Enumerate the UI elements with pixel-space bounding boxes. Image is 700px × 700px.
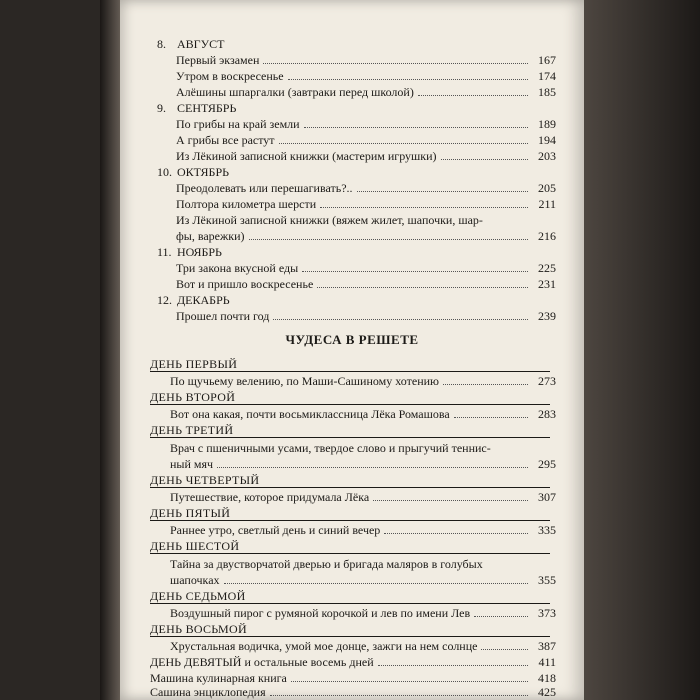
chapter-heading xyxy=(157,100,236,116)
leader-dots xyxy=(481,649,528,650)
toc-entry xyxy=(176,132,556,148)
toc-page-number: 174 xyxy=(538,69,556,83)
day-heading: ДЕНЬ ПЯТЫЙ xyxy=(150,506,231,520)
toc-entry-continuation: фы, варежки) xyxy=(176,229,245,243)
book-page xyxy=(120,0,584,700)
leader-dots xyxy=(378,665,528,666)
chapter-number: 9. xyxy=(157,101,166,115)
toc-entry xyxy=(176,84,556,100)
toc-entry xyxy=(176,276,556,292)
toc-page-number: 273 xyxy=(538,374,556,388)
toc-entry xyxy=(170,456,556,472)
toc-entry-title: Воздушный пирог с румяной корочкой и лев по имени Лев xyxy=(170,606,471,620)
toc-entry-title: Первый экзамен xyxy=(176,53,260,67)
day-heading: ДЕНЬ ЧЕТВЕРТЫЙ xyxy=(150,473,260,487)
chapter-name: СЕНТЯБРЬ xyxy=(177,101,237,115)
toc-page-number: 295 xyxy=(538,457,556,471)
toc-entry xyxy=(150,684,556,700)
toc-entry xyxy=(176,260,556,276)
toc-page-number: 189 xyxy=(538,117,556,131)
leader-dots xyxy=(273,319,528,320)
toc-entry xyxy=(170,373,556,389)
leader-dots xyxy=(279,143,528,144)
leader-dots xyxy=(224,583,528,584)
chapter-name: НОЯБРЬ xyxy=(177,245,222,259)
day-heading: ДЕНЬ ТРЕТИЙ xyxy=(150,423,234,437)
toc-entry-title: Путешествие, которое придумала Лёка xyxy=(170,490,370,504)
leader-dots xyxy=(443,384,528,385)
chapter-name: ОКТЯБРЬ xyxy=(177,165,230,179)
toc-entry-title: Вот и пришло воскресенье xyxy=(176,277,314,291)
toc-entry xyxy=(176,68,556,84)
leader-dots xyxy=(454,417,528,418)
heading-rule xyxy=(150,404,550,405)
leader-dots xyxy=(263,63,528,64)
toc-page-number: 307 xyxy=(538,490,556,504)
toc-entry-continuation: ный мяч xyxy=(170,457,214,471)
toc-entry-continuation: шапочках xyxy=(170,573,220,587)
toc-entry xyxy=(170,522,556,538)
toc-entry xyxy=(176,308,556,324)
leader-dots xyxy=(270,695,528,696)
toc-entry-title: Полтора километра шерсти xyxy=(176,197,317,211)
toc-page-number: 216 xyxy=(538,229,556,243)
leader-dots xyxy=(320,207,528,208)
chapter-name: АВГУСТ xyxy=(177,37,225,51)
chapter-number: 12. xyxy=(157,293,172,307)
table-of-contents xyxy=(120,0,584,700)
toc-page-number: 387 xyxy=(538,639,556,653)
heading-rule xyxy=(150,603,550,604)
leader-dots xyxy=(441,159,528,160)
heading-rule xyxy=(150,520,550,521)
toc-page-number: 418 xyxy=(538,671,556,685)
leader-dots xyxy=(384,533,528,534)
toc-entry xyxy=(176,148,556,164)
day-heading: ДЕНЬ ШЕСТОЙ xyxy=(150,539,240,553)
chapter-name: ДЕКАБРЬ xyxy=(177,293,230,307)
toc-page-number: 239 xyxy=(538,309,556,323)
toc-page-number: 355 xyxy=(538,573,556,587)
toc-entry-title: По грибы на край земли xyxy=(176,117,300,131)
chapter-number: 8. xyxy=(157,37,166,51)
toc-entry-title: Преодолевать или перешагивать?.. xyxy=(176,181,353,195)
facing-page-shadow xyxy=(584,0,700,700)
toc-entry xyxy=(170,406,556,422)
leader-dots xyxy=(217,467,528,468)
toc-entry xyxy=(176,52,556,68)
toc-entry-title: Тайна за двустворчатой дверью и бригада маляров в голубых xyxy=(170,557,483,571)
leader-dots xyxy=(418,95,528,96)
leader-dots xyxy=(302,271,528,272)
toc-entry-title: Сашина энциклопедия xyxy=(150,685,266,699)
toc-entry xyxy=(170,605,556,621)
leader-dots xyxy=(249,239,528,240)
section-title: ЧУДЕСА В РЕШЕТЕ xyxy=(285,332,419,347)
leader-dots xyxy=(317,287,528,288)
toc-page-number: 211 xyxy=(538,197,556,211)
chapter-number: 10. xyxy=(157,165,172,179)
leader-dots xyxy=(304,127,528,128)
heading-rule xyxy=(150,437,550,438)
toc-entry-title: ДЕНЬ ДЕВЯТЫЙ и остальные восемь дней xyxy=(150,655,374,669)
toc-page-number: 373 xyxy=(538,606,556,620)
toc-entry-title: Хрустальная водичка, умой мое донце, зажги на нем солнце xyxy=(170,639,478,653)
heading-rule xyxy=(150,487,550,488)
day-heading: ДЕНЬ ВТОРОЙ xyxy=(150,390,236,404)
toc-page-number: 283 xyxy=(538,407,556,421)
toc-entry-title: Машина кулинарная книга xyxy=(150,671,287,685)
toc-entry-title: Алёшины шпаргалки (завтраки перед школой) xyxy=(176,85,414,99)
toc-page-number: 167 xyxy=(538,53,556,67)
toc-entry xyxy=(170,572,556,588)
toc-entry-title: Из Лёкиной записной книжки (вяжем жилет, шапочки, шар- xyxy=(176,213,483,227)
toc-page-number: 205 xyxy=(538,181,556,195)
toc-page-number: 194 xyxy=(538,133,556,147)
toc-entry-title: Три закона вкусной еды xyxy=(176,261,299,275)
toc-entry-title: Врач с пшеничными усами, твердое слово и прыгучий теннис- xyxy=(170,441,491,455)
toc-page-number: 231 xyxy=(538,277,556,291)
toc-page-number: 185 xyxy=(538,85,556,99)
day-heading: ДЕНЬ ВОСЬМОЙ xyxy=(150,622,247,636)
chapter-heading xyxy=(157,292,230,308)
toc-entry xyxy=(170,489,556,505)
toc-entry-title: А грибы все растут xyxy=(176,133,275,147)
toc-page-number: 335 xyxy=(538,523,556,537)
leader-dots xyxy=(357,191,528,192)
toc-page-number: 425 xyxy=(538,685,556,699)
toc-entry xyxy=(170,638,556,654)
toc-entry-title: Из Лёкиной записной книжки (мастерим игрушки) xyxy=(176,149,437,163)
day-heading: ДЕНЬ ПЕРВЫЙ xyxy=(150,357,238,371)
toc-entry-title: Прошел почти год xyxy=(176,309,270,323)
day-heading: ДЕНЬ СЕДЬМОЙ xyxy=(150,589,246,603)
book-spine-shadow xyxy=(100,0,122,700)
toc-page-number: 225 xyxy=(538,261,556,275)
leader-dots xyxy=(291,681,528,682)
toc-entry xyxy=(176,116,556,132)
chapter-heading xyxy=(157,244,222,260)
toc-entry xyxy=(176,228,556,244)
leader-dots xyxy=(474,616,528,617)
toc-page-number: 411 xyxy=(538,655,556,669)
chapter-heading xyxy=(157,36,224,52)
chapter-heading xyxy=(157,164,229,180)
heading-rule xyxy=(150,371,550,372)
toc-page-number: 203 xyxy=(538,149,556,163)
toc-entry-title: Вот она какая, почти восьмиклассница Лёка Ромашова xyxy=(170,407,450,421)
leader-dots xyxy=(373,500,528,501)
leader-dots xyxy=(288,79,528,80)
toc-entry-title: Утром в воскресенье xyxy=(176,69,284,83)
heading-rule xyxy=(150,553,550,554)
toc-entry xyxy=(176,196,556,212)
heading-rule xyxy=(150,636,550,637)
toc-entry-title: По щучьему велению, по Маши-Сашиному хотению xyxy=(170,374,439,388)
toc-entry xyxy=(150,654,556,670)
toc-entry-title: Раннее утро, светлый день и синий вечер xyxy=(170,523,381,537)
toc-entry xyxy=(176,180,556,196)
chapter-number: 11. xyxy=(157,245,172,259)
